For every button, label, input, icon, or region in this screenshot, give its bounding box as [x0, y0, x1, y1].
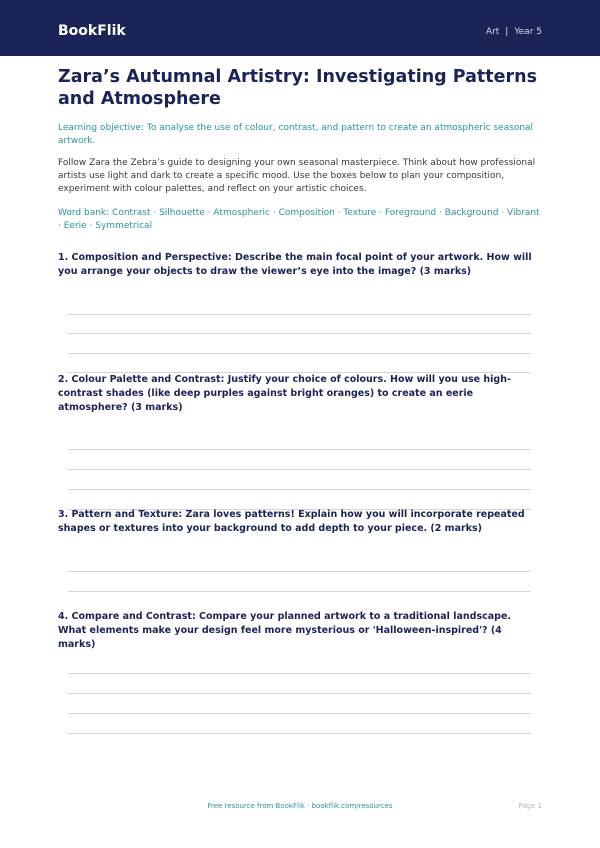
meta-separator: |	[505, 27, 509, 37]
year-label: Year 5	[514, 27, 542, 37]
answer-line[interactable]	[68, 314, 531, 315]
answer-line[interactable]	[68, 673, 531, 674]
answer-line[interactable]	[68, 713, 531, 714]
question-3: 3. Pattern and Texture: Zara loves patterns! Explain how you will incorporate repeated shapes or textures into your background to add depth to your piece. (2 marks)	[58, 509, 525, 534]
answer-line[interactable]	[68, 333, 531, 334]
answer-line[interactable]	[68, 733, 531, 734]
brand-logo: BookFlik	[58, 23, 126, 39]
worksheet-title: Zara’s Autumnal Artistry: Investigating Patterns and Atmosphere	[58, 67, 538, 109]
answer-line[interactable]	[68, 571, 531, 572]
subject-year	[486, 27, 542, 37]
footer-resource-link[interactable]: Free resource from BookFlik · bookflik.com/resources	[207, 802, 393, 810]
page-header	[0, 0, 600, 56]
answer-line[interactable]	[68, 693, 531, 694]
question-2: 2. Colour Palette and Contrast: Justify your choice of colours. How will you use high-contrast shades (like deep purples against bright oranges) to create an eerie atmosphere? (3 marks)	[58, 374, 511, 413]
subject-label: Art	[485, 27, 500, 37]
answer-line[interactable]	[68, 591, 531, 592]
word-bank: Word bank: Contrast · Silhouette · Atmospheric · Composition · Texture · Foreground · Background · Vibrant · Eerie · Symmetrical	[58, 208, 540, 231]
answer-line[interactable]	[68, 449, 531, 450]
answer-line[interactable]	[68, 353, 531, 354]
learning-objective: Learning objective: To analyse the use of colour, contrast, and pattern to create an atmospheric seasonal artwork.	[58, 123, 534, 146]
answer-line[interactable]	[68, 469, 531, 470]
question-4: 4. Compare and Contrast: Compare your planned artwork to a traditional landscape. What elements make your design feel more mysterious or 'Halloween-inspired'? (4 marks)	[58, 611, 511, 650]
intro-paragraph: Follow Zara the Zebra’s guide to designing your own seasonal masterpiece. Think about how professional artists use light and dark to create a specific mood. Use the boxes below to plan your composition, experiment with colour palettes, and reflect on your artistic choices.	[58, 158, 536, 194]
page-number: Page 1	[518, 802, 542, 810]
question-1: 1. Composition and Perspective: Describe the main focal point of your artwork. How will you arrange your objects to draw the viewer’s eye into the image? (3 marks)	[58, 252, 532, 277]
answer-line[interactable]	[68, 489, 531, 490]
